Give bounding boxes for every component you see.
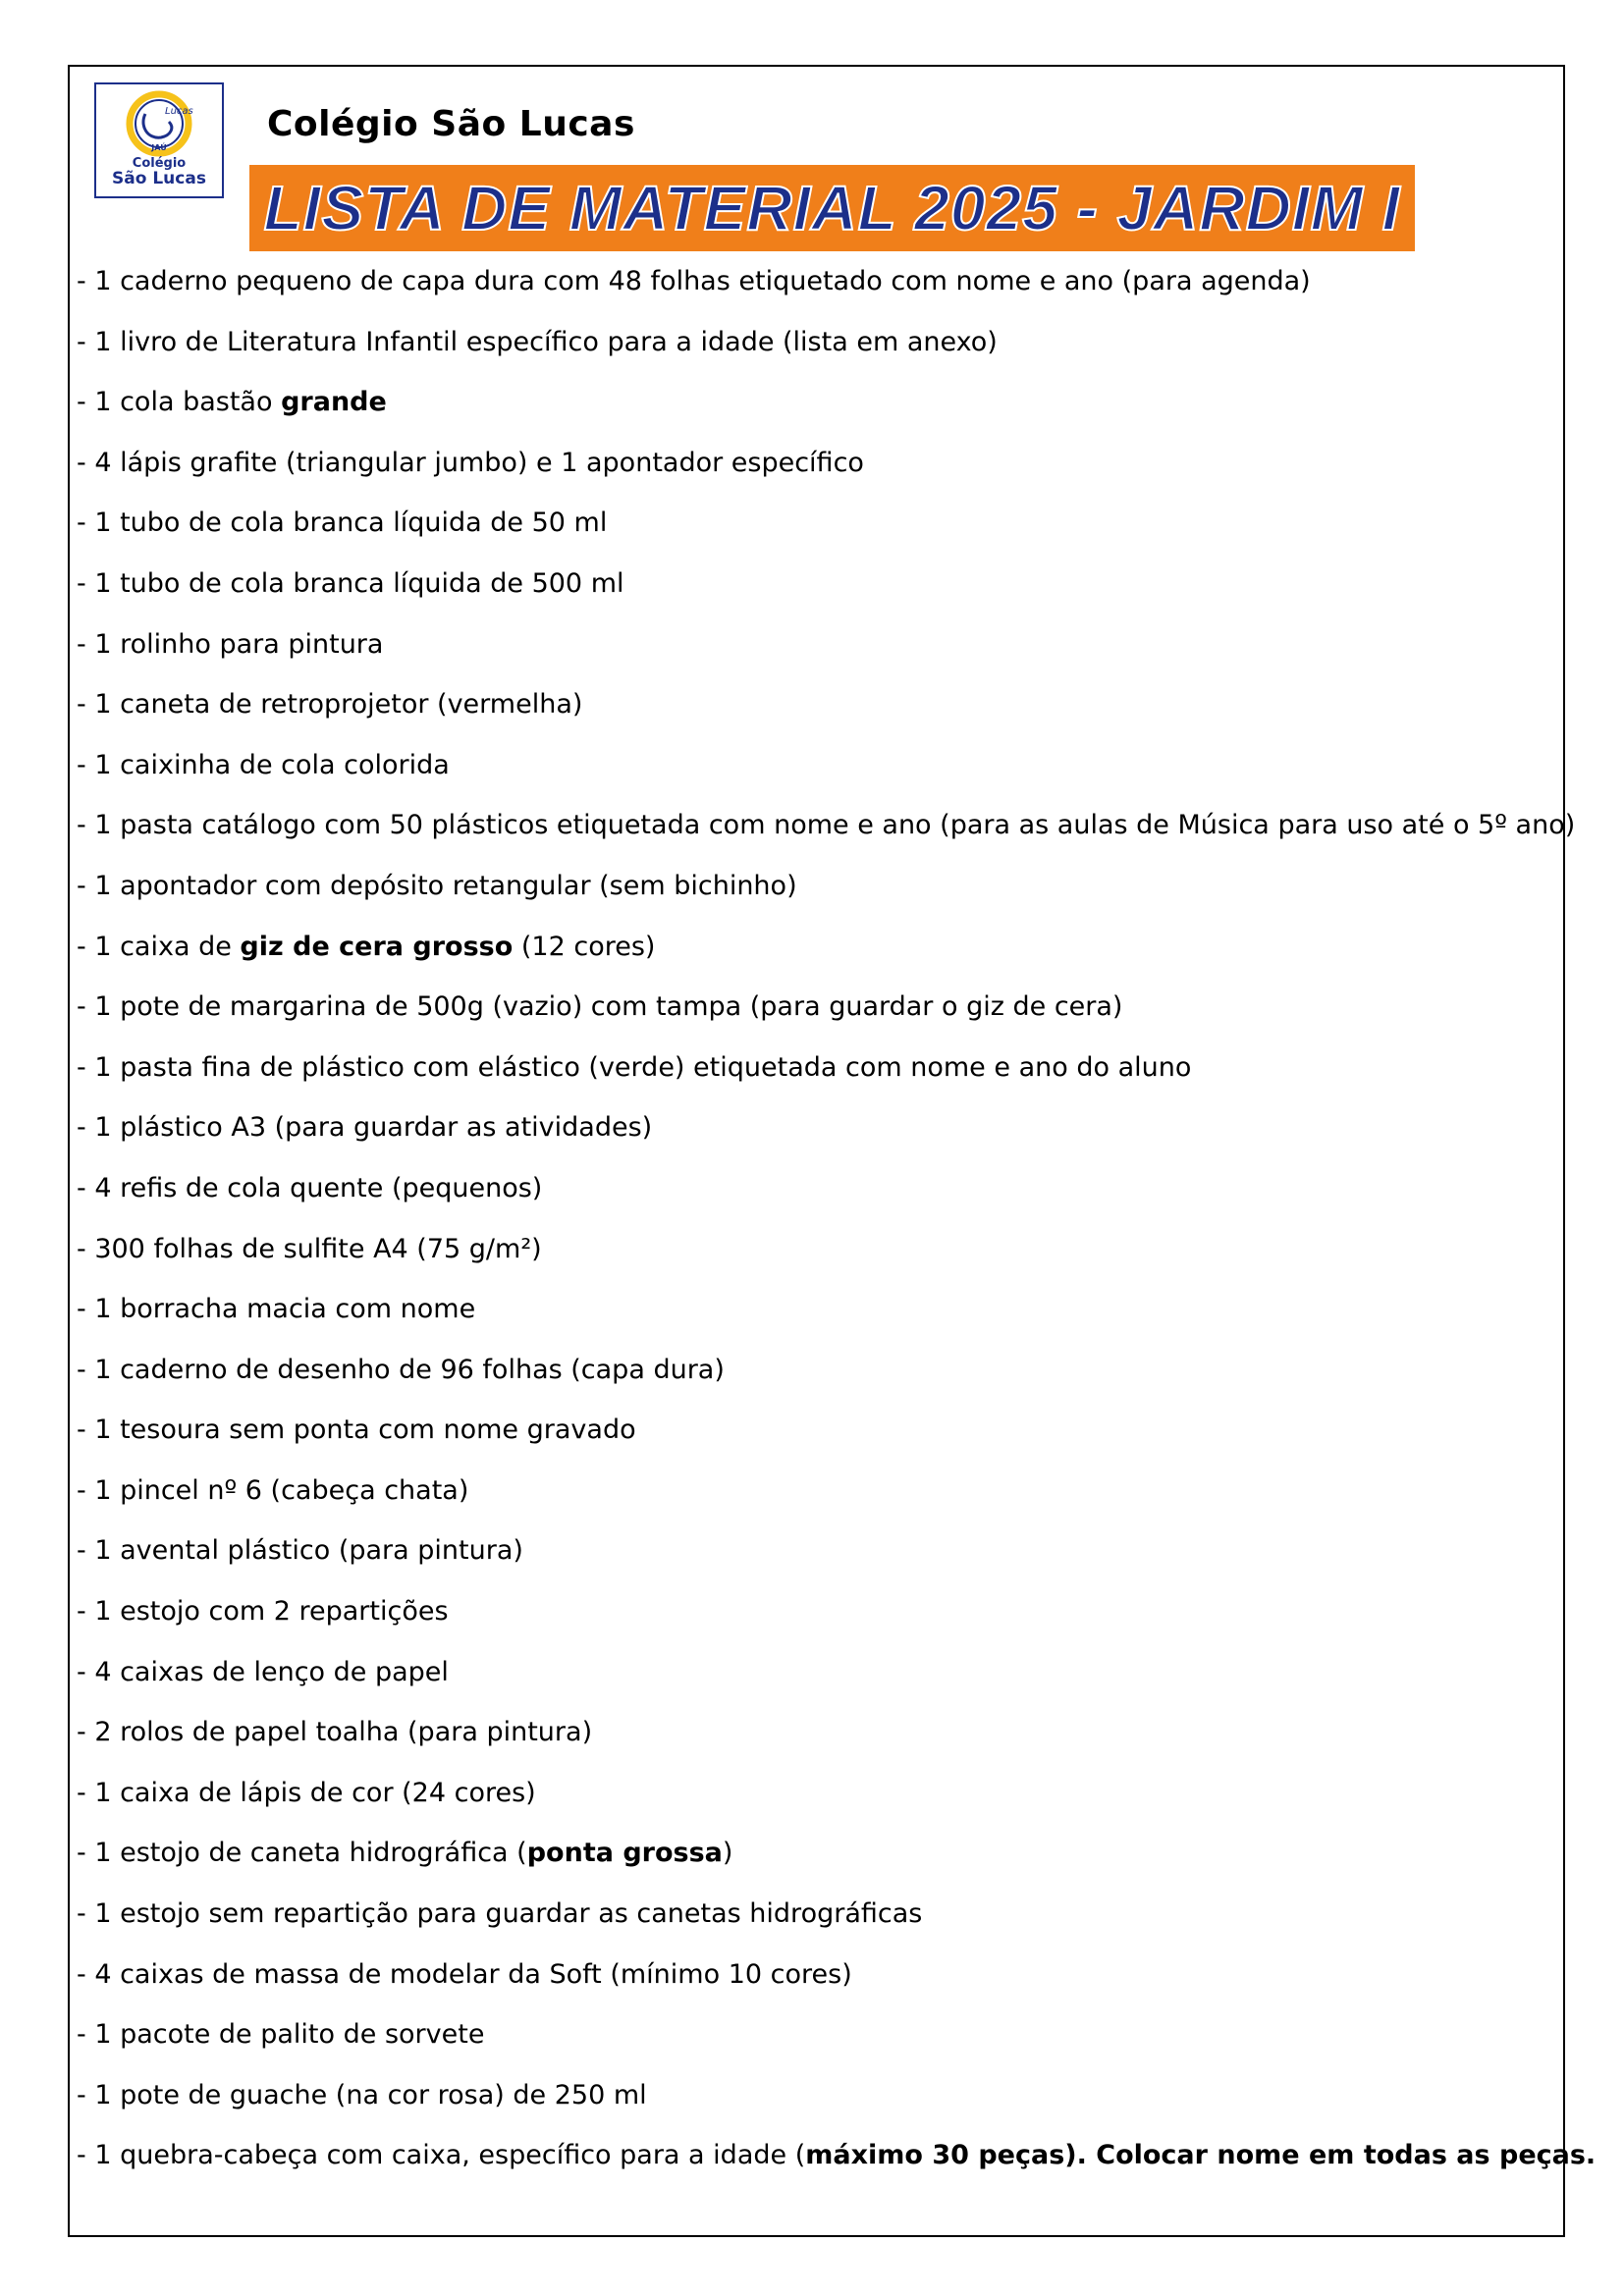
list-item-text: - 1 tubo de cola branca líquida de 50 ml	[77, 507, 608, 539]
list-item	[77, 561, 1549, 622]
list-item-text: - 1 estojo sem repartição para guardar as canetas hidrográficas	[77, 1898, 923, 1930]
list-item-text: - 1 pote de margarina de 500g (vazio) com tampa (para guardar o giz de cera)	[77, 991, 1123, 1023]
list-item	[77, 1952, 1549, 2013]
school-logo	[94, 82, 224, 198]
list-item-text: - 4 refis de cola quente (pequenos)	[77, 1172, 543, 1203]
list-item-text: - 4 caixas de massa de modelar da Soft (mínimo 10 cores)	[77, 1958, 852, 1990]
list-item	[77, 501, 1549, 561]
logo-text-top: Colégio	[132, 156, 187, 171]
list-item-text: - 1 plástico A3 (para guardar as atividades)	[77, 1112, 653, 1144]
list-item-text: )	[722, 1838, 733, 1869]
list-item-text: - 1 pasta catálogo com 50 plásticos etiquetada com nome e ano (para as aulas de Música para uso até o 5º ano)	[77, 810, 1576, 841]
list-item	[77, 1045, 1549, 1106]
list-item-text: - 1 estojo de caneta hidrográfica (	[77, 1838, 527, 1869]
list-item	[77, 259, 1549, 320]
list-item	[77, 1166, 1549, 1227]
list-item-text: (12 cores)	[513, 931, 656, 962]
list-item-text: - 1 caneta de retroprojetor (vermelha)	[77, 689, 583, 721]
svg-text:Lucas: Lucas	[165, 106, 193, 117]
list-item	[77, 320, 1549, 381]
list-item	[77, 682, 1549, 743]
list-item-text: - 1 pacote de palito de sorvete	[77, 2019, 485, 2051]
page-title: LISTA DE MATERIAL 2025 - JARDIM I	[263, 173, 1401, 243]
list-item-text: - 1 borracha macia com nome	[77, 1294, 476, 1325]
list-item-text: - 2 rolos de papel toalha (para pintura)	[77, 1717, 593, 1748]
list-item-text: - 1 caderno de desenho de 96 folhas (capa dura)	[77, 1354, 725, 1385]
list-item-text: - 1 pincel nº 6 (cabeça chata)	[77, 1474, 469, 1506]
list-item	[77, 1528, 1549, 1589]
list-item	[77, 1892, 1549, 1952]
list-item	[77, 1831, 1549, 1892]
list-item-text: - 1 pote de guache (na cor rosa) de 250 ml	[77, 2079, 647, 2110]
list-item	[77, 1771, 1549, 1832]
list-item-text: - 1 tubo de cola branca líquida de 500 ml	[77, 567, 624, 599]
list-item	[77, 2012, 1549, 2073]
logo-text-bottom: São Lucas	[112, 169, 206, 188]
list-item-bold-text: ponta grossa	[526, 1838, 723, 1869]
list-item	[77, 1710, 1549, 1771]
material-list	[77, 259, 1597, 2194]
list-item-text: - 1 caixinha de cola colorida	[77, 749, 450, 780]
list-item-text: - 1 caixa de lápis de cor (24 cores)	[77, 1777, 536, 1808]
list-item	[77, 985, 1549, 1045]
list-item	[77, 1227, 1549, 1288]
list-item-text: - 1 estojo com 2 repartições	[77, 1596, 449, 1628]
list-item	[77, 1468, 1549, 1529]
list-item	[77, 2073, 1549, 2134]
list-item-text: - 1 quebra-cabeça com caixa, específico para a idade (	[77, 2140, 806, 2171]
list-item-bold-text: grande	[281, 387, 387, 418]
list-item	[77, 1589, 1549, 1650]
list-item-bold-text: máximo 30 peças). Colocar nome em todas as peças.	[805, 2140, 1597, 2171]
list-item-text: - 1 livro de Literatura Infantil específico para a idade (lista em anexo)	[77, 326, 998, 357]
list-item-text: - 1 pasta fina de plástico com elástico (verde) etiquetada com nome e ano do aluno	[77, 1051, 1192, 1083]
list-item	[77, 803, 1576, 864]
list-item-text: - 4 caixas de lenço de papel	[77, 1656, 449, 1687]
list-item-bold-text: giz de cera grosso	[240, 931, 514, 962]
list-item-text: - 300 folhas de sulfite A4 (75 g/m²)	[77, 1233, 542, 1264]
list-item	[77, 2133, 1597, 2194]
list-item	[77, 1105, 1549, 1166]
list-item-text: - 1 cola bastão	[77, 387, 282, 418]
list-item-text: - 1 tesoura sem ponta com nome gravado	[77, 1415, 636, 1446]
list-item	[77, 1650, 1549, 1711]
svg-text:JAÚ: JAÚ	[151, 143, 167, 152]
list-item-text: - 1 rolinho para pintura	[77, 628, 384, 660]
list-item	[77, 743, 1549, 804]
list-item	[77, 441, 1549, 502]
list-item	[77, 1287, 1549, 1348]
list-item-text: - 1 caderno pequeno de capa dura com 48 folhas etiquetado com nome e ano (para agenda)	[77, 266, 1311, 296]
list-item-text: - 4 lápis grafite (triangular jumbo) e 1 apontador específico	[77, 447, 864, 478]
list-item-text: - 1 apontador com depósito retangular (sem bichinho)	[77, 870, 797, 901]
list-item	[77, 864, 1549, 925]
school-name: Colégio São Lucas	[267, 104, 635, 144]
list-item	[77, 380, 1549, 441]
list-item	[77, 925, 1549, 986]
title-banner	[249, 165, 1415, 251]
list-item	[77, 622, 1549, 683]
list-item-text: - 1 caixa de	[77, 931, 241, 962]
list-item	[77, 1408, 1549, 1468]
list-item-text: - 1 avental plástico (para pintura)	[77, 1535, 523, 1567]
list-item	[77, 1348, 1549, 1409]
